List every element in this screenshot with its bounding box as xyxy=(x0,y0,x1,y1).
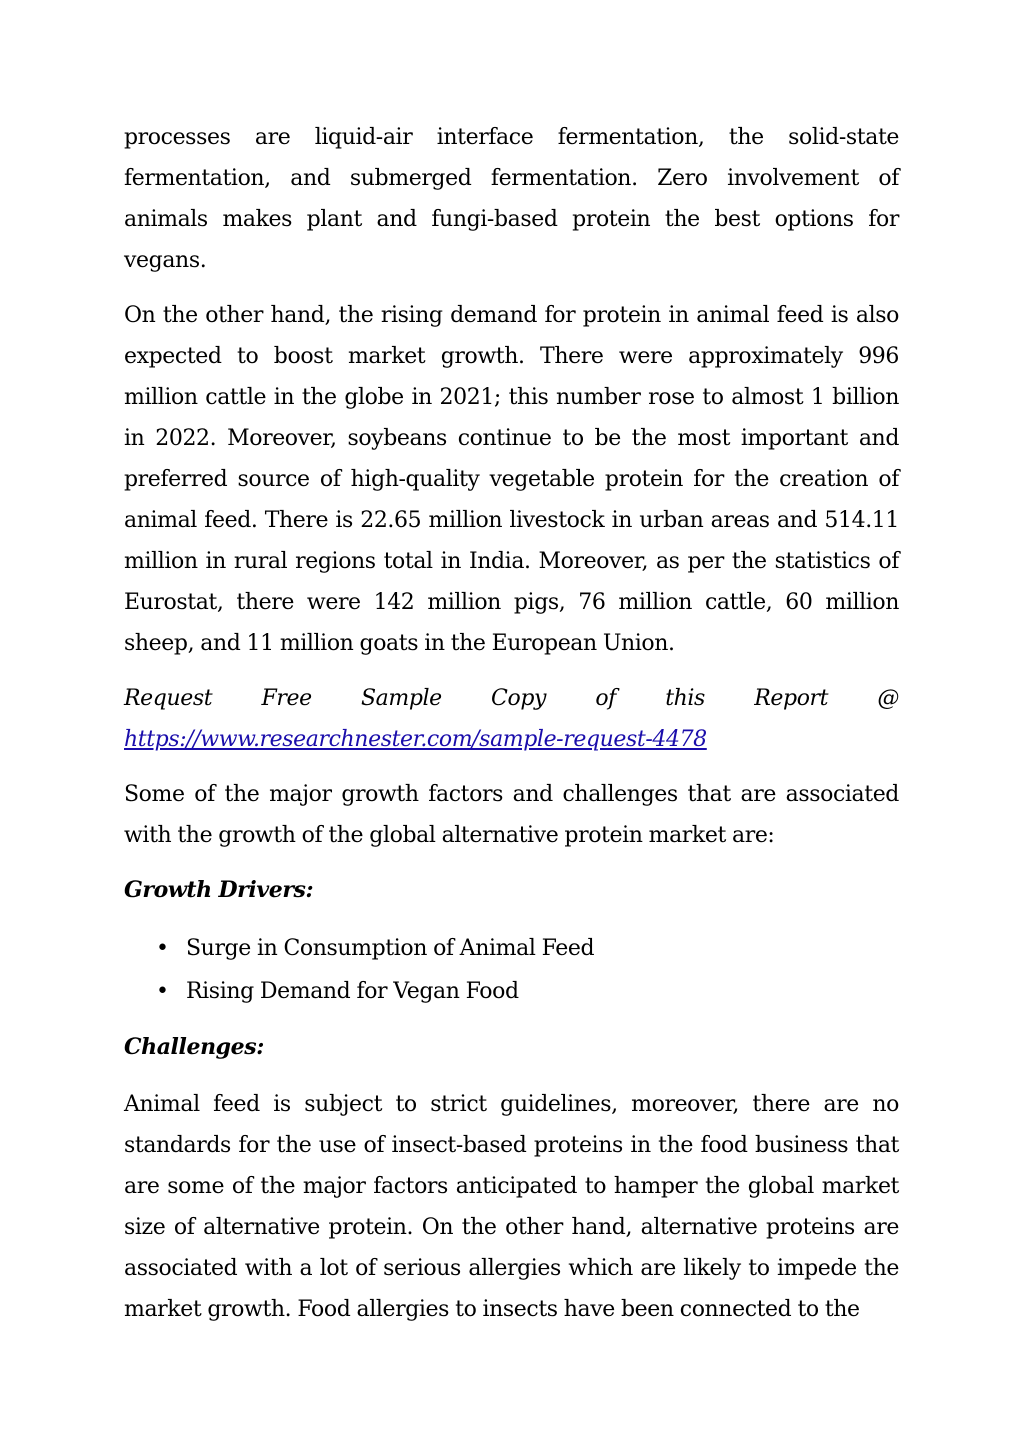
list-item-label: Surge in Consumption of Animal Feed xyxy=(186,936,595,961)
sample-request-label: Request Free Sample Copy of this Report @ xyxy=(124,686,899,711)
heading-growth-drivers: Growth Drivers: xyxy=(124,877,314,903)
paragraph-fermentation: processes are liquid-air interface fermentation, the solid-state fermentation, and submerged fermentation. Zero involvement of animals makes plant and fungi-based protein the best options for vegans. xyxy=(124,125,899,273)
paragraph-challenges: Animal feed is subject to strict guidelines, moreover, there are no standards for the use of insect-based proteins in the food business that are some of the major factors anticipated to hamper the global market size of alternative protein. On the other hand, alternative proteins are associated with a lot of serious allergies which are likely to impede the market growth. Food allergies to insects have been connected to the xyxy=(124,1092,899,1322)
document-page xyxy=(124,117,899,1344)
heading-challenges: Challenges: xyxy=(124,1034,264,1060)
list-item-label: Rising Demand for Vegan Food xyxy=(186,979,519,1004)
growth-drivers-list xyxy=(124,927,899,1013)
list-item xyxy=(124,970,899,1013)
sample-request-link-line xyxy=(124,719,899,760)
sample-request-link[interactable]: https://www.researchnester.com/sample-request-4478 xyxy=(124,727,707,752)
bullet-icon: • xyxy=(156,936,169,961)
paragraph-animal-feed: On the other hand, the rising demand for protein in animal feed is also expected to boost market growth. There were approximately 996 million cattle in the globe in 2021; this number rose to almost 1 billion in 2022. Moreover, soybeans continue to be the most important and preferred source of high-quality vegetable protein for the creation of animal feed. There is 22.65 million livestock in urban areas and 514.11 million in rural regions total in India. Moreover, as per the statistics of Eurostat, there were 142 million pigs, 76 million cattle, 60 million sheep, and 11 million goats in the European Union. xyxy=(124,303,899,656)
list-item xyxy=(124,927,899,970)
paragraph-growth-intro: Some of the major growth factors and challenges that are associated with the growth of the global alternative protein market are: xyxy=(124,782,899,848)
bullet-icon: • xyxy=(156,979,169,1004)
